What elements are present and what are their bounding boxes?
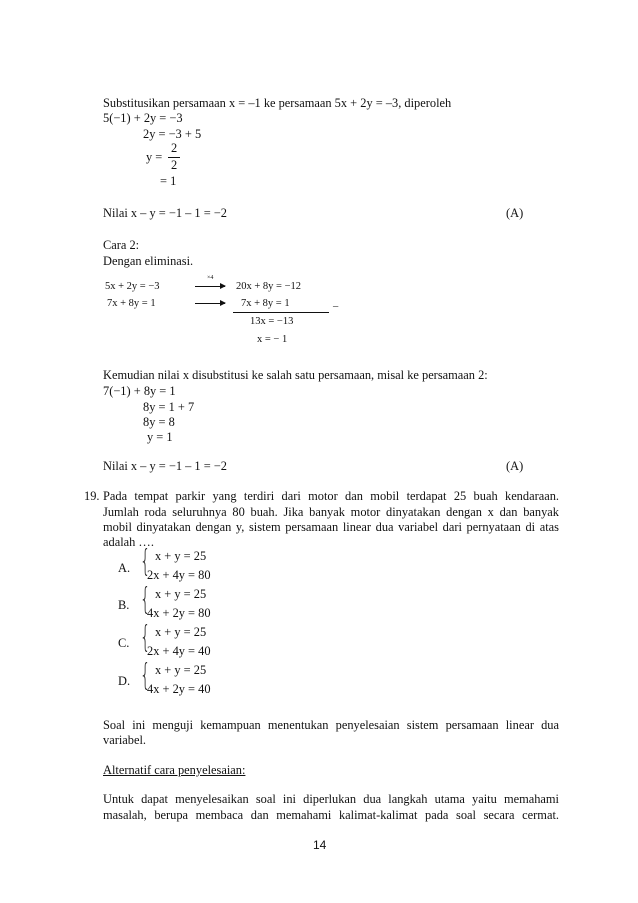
- cara1-fraction-numerator: 2: [171, 141, 178, 155]
- arrow-icon: [195, 303, 225, 304]
- brace-icon: {: [140, 620, 151, 655]
- cara2-title: Cara 2:: [103, 238, 140, 252]
- page-number: 14: [313, 838, 327, 852]
- elim-row3: 13x = −13: [250, 316, 294, 327]
- cara2-subtitle: Dengan eliminasi.: [103, 254, 194, 268]
- cara1-fraction-lhs: y =: [146, 150, 163, 164]
- cara1-step2: 2y = −3 + 5: [143, 127, 202, 141]
- option-c-eq1: x + y = 25: [155, 625, 207, 639]
- question-line-3: mobil dinyatakan dengan y, sistem persamaan linear dua variabel dari pernyataan di atas: [103, 520, 559, 534]
- cara2-answer: (A): [506, 459, 524, 473]
- cara1-intro: Substitusikan persamaan x = –1 ke persamaan 5x + 2y = –3, diperoleh: [103, 96, 452, 110]
- elim-row2-left: 7x + 8y = 1: [107, 298, 156, 309]
- brace-icon: {: [140, 658, 151, 693]
- brace-icon: {: [140, 544, 151, 579]
- option-d-label: D.: [118, 674, 131, 688]
- elim-row1-left: 5x + 2y = −3: [105, 281, 160, 292]
- cara2-step4: y = 1: [147, 430, 173, 444]
- elim-row4: x = − 1: [257, 334, 288, 345]
- note-line-2: variabel.: [103, 733, 146, 747]
- question-line-2: Jumlah roda seluruhnya 80 buah. Jika banyak motor dinyatakan dengan x dan banyak: [103, 505, 559, 519]
- cara2-step1: 7(−1) + 8y = 1: [103, 384, 176, 398]
- elim-multiplier: ×4: [207, 275, 214, 281]
- option-a-eq2: 2x + 4y = 80: [147, 568, 211, 582]
- cara1-step1: 5(−1) + 2y = −3: [103, 111, 183, 125]
- question-line-4: adalah ….: [103, 535, 154, 549]
- brace-icon: {: [140, 582, 151, 617]
- option-b-eq2: 4x + 2y = 80: [147, 606, 211, 620]
- option-a-label: A.: [118, 561, 131, 575]
- cara1-result: Nilai x – y = −1 – 1 = −2: [103, 206, 227, 220]
- question-line-1: Pada tempat parkir yang terdiri dari motor dan mobil terdapat 25 buah kendaraan.: [103, 489, 559, 503]
- arrow-icon: [195, 286, 225, 287]
- option-b-eq1: x + y = 25: [155, 587, 207, 601]
- elim-divider: [233, 312, 329, 313]
- question-number: 19.: [84, 489, 100, 503]
- note-line-1: Soal ini menguji kemampuan menentukan penyelesaian sistem persamaan linear dua: [103, 718, 559, 732]
- cara2-result: Nilai x – y = −1 – 1 = −2: [103, 459, 227, 473]
- alternative-line-2: masalah, berupa membaca dan memahami kalimat-kalimat pada soal secara cermat.: [103, 808, 559, 822]
- option-d-eq2: 4x + 2y = 40: [147, 682, 211, 696]
- option-c-label: C.: [118, 636, 130, 650]
- cara1-answer: (A): [506, 206, 524, 220]
- option-c-eq2: 2x + 4y = 40: [147, 644, 211, 658]
- elim-minus-sign: –: [333, 301, 339, 312]
- alternative-line-1: Untuk dapat menyelesaikan soal ini diperlukan dua langkah utama yaitu memahami: [103, 792, 559, 806]
- cara1-fraction-denominator: 2: [171, 158, 178, 172]
- cara1-step4: = 1: [160, 174, 177, 188]
- elim-row2-right: 7x + 8y = 1: [241, 298, 290, 309]
- cara2-intro: Kemudian nilai x disubstitusi ke salah satu persamaan, misal ke persamaan 2:: [103, 368, 488, 382]
- option-b-label: B.: [118, 598, 130, 612]
- alternative-title: Alternatif cara penyelesaian:: [103, 763, 246, 777]
- cara2-step3: 8y = 8: [143, 415, 175, 429]
- elim-row1-right: 20x + 8y = −12: [236, 281, 302, 292]
- cara2-step2: 8y = 1 + 7: [143, 400, 195, 414]
- option-a-eq1: x + y = 25: [155, 549, 207, 563]
- option-d-eq1: x + y = 25: [155, 663, 207, 677]
